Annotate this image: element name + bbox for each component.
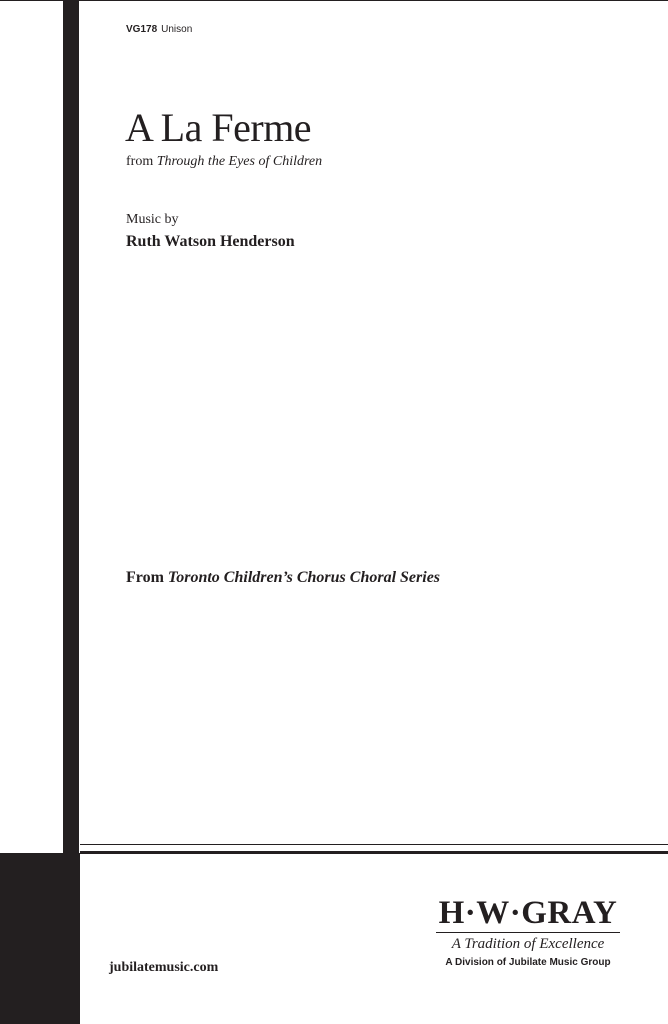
publisher-logo-rule: [436, 932, 620, 933]
publisher-block: [430, 895, 626, 970]
series-name: Toronto Children’s Chorus Choral Series: [167, 569, 441, 586]
series-prefix: From: [126, 569, 164, 586]
website-link[interactable]: jubilatemusic.com: [109, 960, 219, 975]
series-line: [126, 569, 440, 587]
voicing-label: Unison: [161, 24, 193, 35]
publisher-logo: H·W·GRAY: [438, 895, 618, 931]
subtitle-work-title: Through the Eyes of Children: [156, 154, 323, 169]
subtitle-prefix: from: [126, 154, 154, 169]
publisher-tagline: A Tradition of Excellence: [451, 936, 605, 952]
footer-thin-rule: [80, 844, 668, 845]
catalog-code: VG178: [126, 24, 158, 35]
bottom-left-corner-block: [0, 853, 80, 1024]
music-by-label: Music by: [126, 212, 179, 227]
page-title: A La Ferme: [125, 105, 312, 150]
publisher-division: A Division of Jubilate Music Group: [445, 957, 611, 968]
top-border-rule: [0, 0, 668, 1]
subtitle: [126, 154, 322, 170]
footer-thick-rule: [80, 851, 668, 854]
composer-name: Ruth Watson Henderson: [126, 233, 295, 250]
catalog-line: [126, 24, 192, 35]
left-vertical-bar: [63, 0, 79, 853]
